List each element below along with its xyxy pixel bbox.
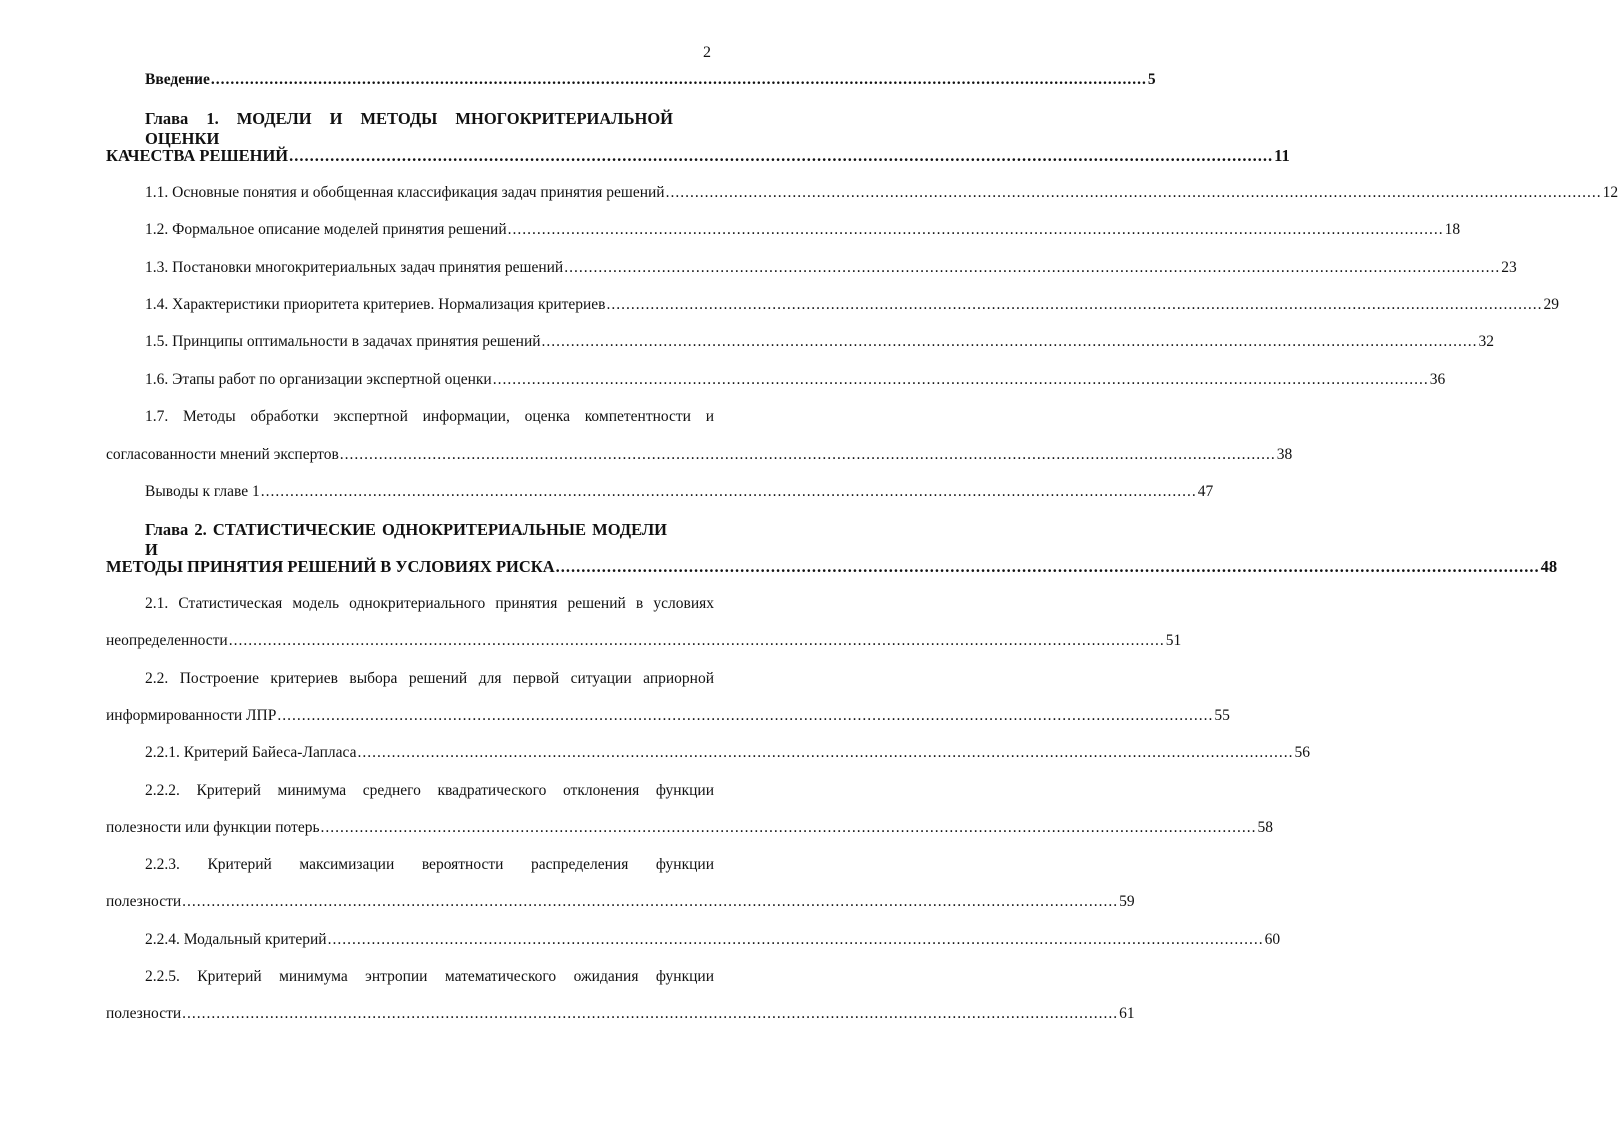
- toc-entry-2-2-3-line1[interactable]: 2.2.3. Критерий максимизации вероятности распределения функции: [145, 856, 714, 873]
- toc-entry-page: 18: [1444, 221, 1461, 238]
- toc-chapter-2-heading[interactable]: Глава 2. СТАТИСТИЧЕСКИЕ ОДНОКРИТЕРИАЛЬНЫЕ МОДЕЛИ И: [145, 520, 667, 559]
- toc-entry-title: 1.6. Этапы работ по организации экспертной оценки: [145, 371, 492, 388]
- toc-entry-chapter-2[interactable]: [106, 557, 1558, 577]
- toc-entry-1-3[interactable]: [145, 259, 1517, 277]
- toc-entry-page: 55: [1214, 707, 1230, 724]
- toc-entry-conclusions-1[interactable]: [145, 483, 1214, 501]
- toc-entry-title: 1.5. Принципы оптимальности в задачах принятия решений: [145, 333, 541, 350]
- toc-entry-page: 59: [1119, 893, 1135, 910]
- toc-entry-title: информированности ЛПР: [106, 707, 277, 724]
- dot-leader: ................................................................................................................................................................................................: [541, 333, 1478, 350]
- toc-entry-1-4[interactable]: [145, 296, 1560, 314]
- toc-entry-title: полезности или функции потерь: [106, 819, 320, 836]
- toc-entry-page: 36: [1429, 371, 1446, 388]
- toc-entry-chapter-1[interactable]: [106, 146, 1290, 166]
- dot-leader: ................................................................................................................................................................................................: [228, 632, 1165, 649]
- toc-entry-page: 5: [1147, 71, 1156, 88]
- toc-entry-1-7-line1[interactable]: 1.7. Методы обработки экспертной информации, оценка компетентности и: [145, 408, 714, 425]
- toc-entry-title: 2.2.4. Модальный критерий: [145, 931, 327, 948]
- toc-entry-title: Выводы к главе 1: [145, 483, 260, 500]
- toc-entry-page: 51: [1165, 632, 1182, 649]
- toc-entry-page: 56: [1294, 744, 1310, 761]
- dot-leader: ................................................................................................................................................................................................: [210, 71, 1147, 88]
- toc-entry-1-2[interactable]: [145, 221, 1461, 239]
- dot-leader: ................................................................................................................................................................................................: [665, 184, 1602, 201]
- page-number: 2: [703, 44, 711, 61]
- toc-entry-title: КАЧЕСТВА РЕШЕНИЙ: [106, 146, 289, 165]
- toc-entry-2-1-line1[interactable]: 2.1. Статистическая модель однокритериального принятия решений в условиях: [145, 595, 714, 612]
- toc-entry-title: согласованности мнений экспертов: [106, 446, 339, 463]
- toc-entry-title: полезности: [106, 893, 182, 910]
- toc-entry-page: 58: [1257, 819, 1274, 836]
- dot-leader: ................................................................................................................................................................................................: [357, 744, 1294, 761]
- toc-entry-page: 61: [1119, 1005, 1135, 1022]
- toc-entry-2-2-4[interactable]: [145, 931, 1281, 949]
- toc-entry-1-1[interactable]: [145, 184, 1618, 202]
- toc-entry-page: 47: [1197, 483, 1214, 500]
- toc-entry-2-2-3[interactable]: [106, 893, 1135, 911]
- toc-entry-intro[interactable]: [145, 71, 1156, 89]
- toc-entry-2-1[interactable]: [106, 632, 1182, 650]
- toc-entry-1-6[interactable]: [145, 371, 1446, 389]
- dot-leader: ................................................................................................................................................................................................: [289, 146, 1274, 165]
- toc-entry-2-2-2[interactable]: [106, 819, 1274, 837]
- dot-leader: ................................................................................................................................................................................................: [606, 296, 1543, 313]
- toc-entry-page: 32: [1478, 333, 1495, 350]
- dot-leader: ................................................................................................................................................................................................: [339, 446, 1276, 463]
- dot-leader: ................................................................................................................................................................................................: [320, 819, 1257, 836]
- dot-leader: ................................................................................................................................................................................................: [260, 483, 1197, 500]
- toc-entry-title: Введение: [145, 71, 210, 88]
- toc-entry-title: 1.2. Формальное описание моделей принятия решений: [145, 221, 507, 238]
- toc-entry-2-2-1[interactable]: [145, 744, 1310, 762]
- toc-entry-page: 60: [1264, 931, 1281, 948]
- dot-leader: ................................................................................................................................................................................................: [564, 259, 1501, 276]
- toc-entry-2-2-5-line1[interactable]: 2.2.5. Критерий минимума энтропии математического ожидания функции: [145, 968, 714, 985]
- dot-leader: ................................................................................................................................................................................................: [555, 557, 1540, 576]
- dot-leader: ................................................................................................................................................................................................: [182, 1005, 1119, 1022]
- toc-entry-title: 1.4. Характеристики приоритета критериев. Нормализация критериев: [145, 296, 606, 313]
- toc-entry-2-2-2-line1[interactable]: 2.2.2. Критерий минимума среднего квадратического отклонения функции: [145, 782, 714, 799]
- toc-entry-page: 29: [1543, 296, 1560, 313]
- toc-entry-title: 1.3. Постановки многокритериальных задач принятия решений: [145, 259, 564, 276]
- toc-entry-1-5[interactable]: [145, 333, 1495, 351]
- toc-entry-page: 38: [1276, 446, 1293, 463]
- dot-leader: ................................................................................................................................................................................................: [327, 931, 1264, 948]
- toc-entry-page: 12: [1602, 184, 1618, 201]
- toc-entry-title: полезности: [106, 1005, 182, 1022]
- dot-leader: ................................................................................................................................................................................................: [492, 371, 1429, 388]
- toc-entry-2-2[interactable]: [106, 707, 1230, 725]
- toc-entry-page: 48: [1540, 557, 1558, 576]
- toc-entry-title: МЕТОДЫ ПРИНЯТИЯ РЕШЕНИЙ В УСЛОВИЯХ РИСКА: [106, 557, 555, 576]
- toc-entry-2-2-line1[interactable]: 2.2. Построение критериев выбора решений для первой ситуации априорной: [145, 670, 714, 687]
- toc-entry-title: 2.2.1. Критерий Байеса-Лапласа: [145, 744, 357, 761]
- toc-entry-1-7[interactable]: [106, 446, 1293, 464]
- toc-entry-page: 23: [1501, 259, 1517, 276]
- dot-leader: ................................................................................................................................................................................................: [182, 893, 1119, 910]
- toc-entry-title: 1.1. Основные понятия и обобщенная классификация задач принятия решений: [145, 184, 665, 201]
- toc-chapter-1-heading[interactable]: Глава 1. МОДЕЛИ И МЕТОДЫ МНОГОКРИТЕРИАЛЬНОЙ ОЦЕНКИ: [145, 109, 673, 148]
- dot-leader: ................................................................................................................................................................................................: [277, 707, 1214, 724]
- dot-leader: ................................................................................................................................................................................................: [507, 221, 1444, 238]
- toc-entry-title: неопределенности: [106, 632, 228, 649]
- toc-entry-page: 11: [1274, 146, 1290, 165]
- toc-entry-2-2-5[interactable]: [106, 1005, 1135, 1023]
